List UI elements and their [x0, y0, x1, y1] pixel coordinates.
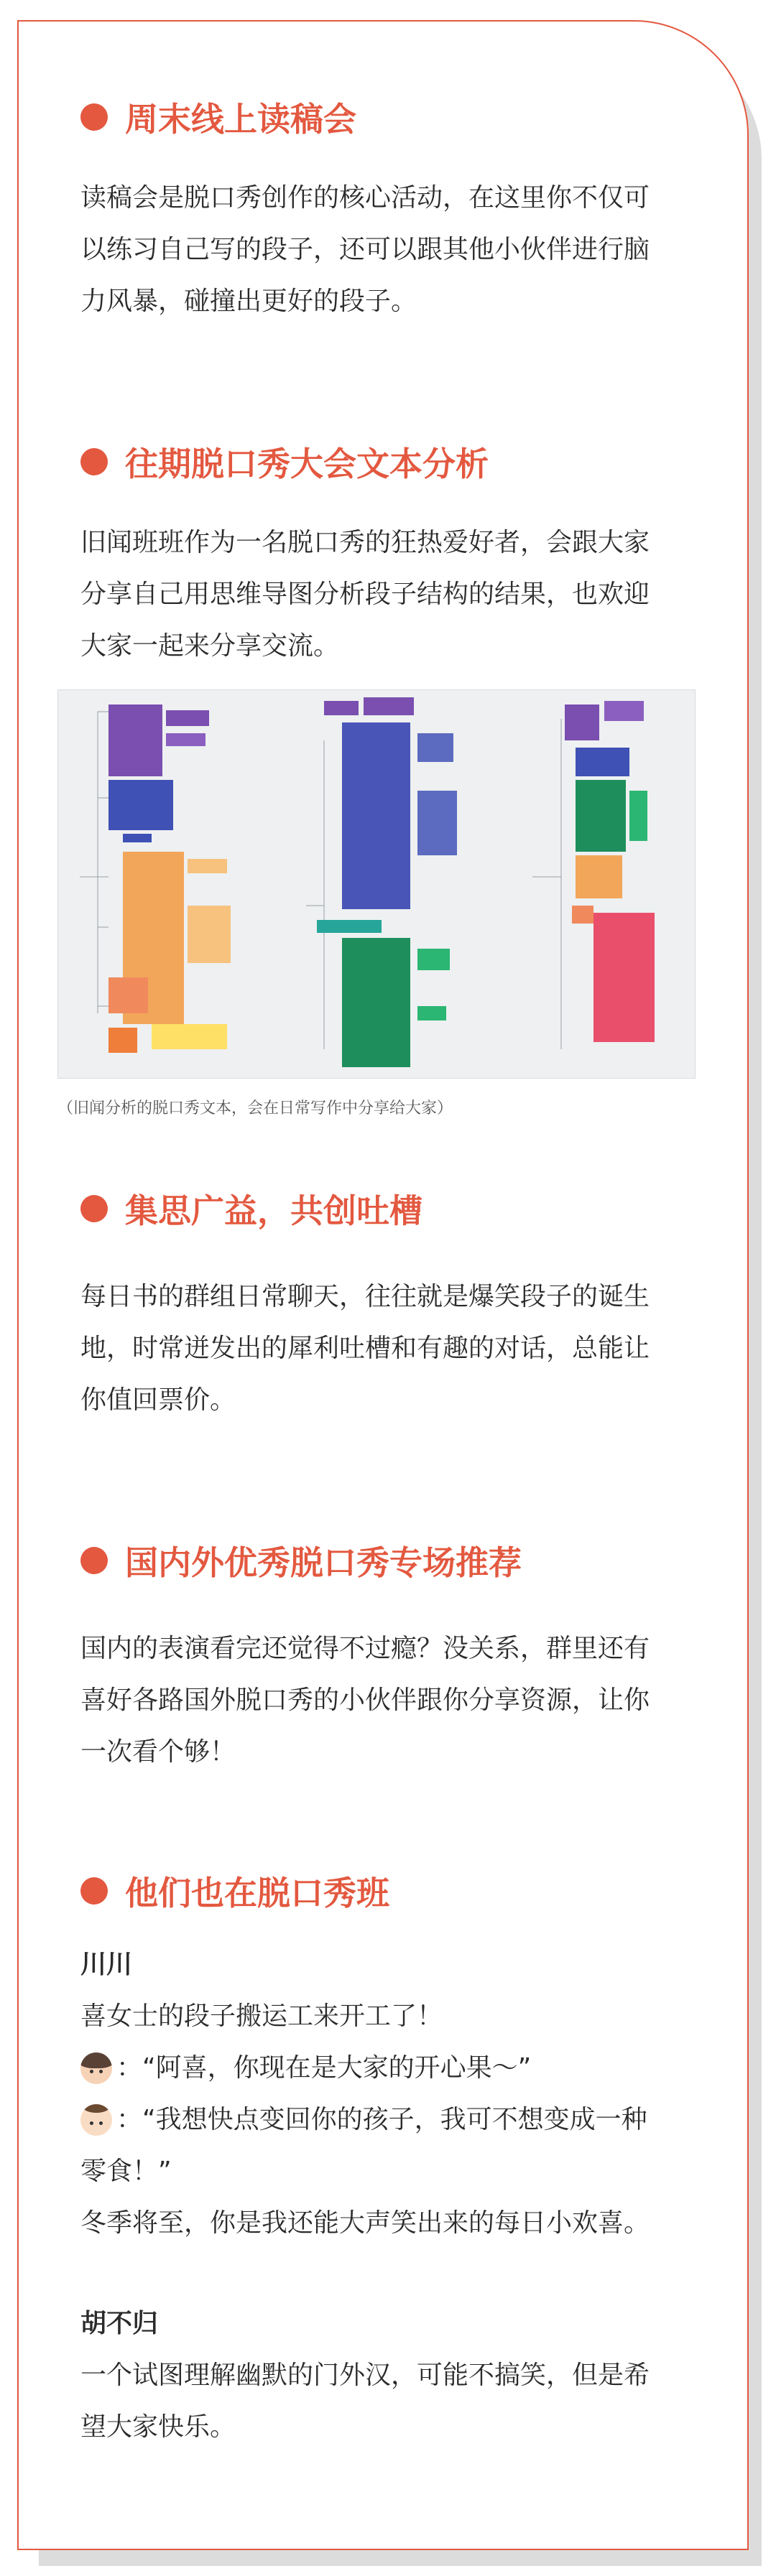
bullet-dot-icon — [80, 1547, 108, 1574]
section-paragraph — [80, 517, 684, 672]
text-line: 喜好各路国外脱口秀的小伙伴跟你分享资源，让你 — [80, 1685, 650, 1715]
woman-face-icon — [80, 2052, 112, 2084]
text-line: 冬季将至，你是我还能大声笑出来的每日小欢喜。 — [80, 2208, 650, 2238]
text-line: 一次看个够！ — [80, 1737, 236, 1767]
quote-line — [80, 2094, 684, 2146]
text-line: 旧闻班班作为一名脱口秀的狂热爱好者，会跟大家 — [80, 528, 650, 557]
section-paragraph — [80, 1623, 684, 1778]
text-line: 每日书的群组日常聊天，往往就是爆笑段子的诞生 — [80, 1282, 650, 1311]
member-block-hubugui — [80, 2298, 684, 2453]
member-name: 胡不归 — [80, 2309, 159, 2338]
bullet-dot-icon — [80, 103, 108, 131]
section-title: 往期脱口秀大会文本分析 — [125, 445, 489, 483]
text-line: 地，时常迸发出的犀利吐槽和有趣的对话，总能让 — [80, 1334, 650, 1363]
bullet-dot-icon — [80, 1877, 108, 1905]
mindmap-illustration — [58, 690, 695, 1078]
section-title: 集思广益，共创吐槽 — [125, 1191, 422, 1230]
section-paragraph — [80, 1271, 684, 1426]
text-line: 一个试图理解幽默的门外汉，可能不搞笑，但是希 — [80, 2361, 650, 2390]
text-line: 分享自己用思维导图分析段子结构的结果，也欢迎 — [80, 580, 650, 609]
text-line: 读稿会是脱口秀创作的核心活动，在这里你不仅可 — [80, 183, 650, 213]
text-line: 以练习自己写的段子，还可以跟其他小伙伴进行脑 — [80, 235, 650, 264]
section-title: 周末线上读稿会 — [125, 100, 356, 139]
member-name: 川川 — [80, 1950, 133, 1979]
text-line: 望大家快乐。 — [80, 2412, 236, 2442]
text-line: 力风暴，碰撞出更好的段子。 — [80, 287, 417, 316]
text-line: 大家一起来分享交流。 — [80, 631, 340, 661]
text-line: 喜女士的段子搬运工来开工了！ — [80, 2001, 443, 2031]
text-line: 国内的表演看完还觉得不过瘾？没关系，群里还有 — [80, 1634, 650, 1663]
member-block-chuanchuan — [80, 1939, 684, 2249]
section-title: 他们也在脱口秀班 — [125, 1874, 389, 1912]
section-title: 国内外优秀脱口秀专场推荐 — [125, 1543, 522, 1582]
text-line: 零食！” — [80, 2157, 172, 2186]
section-heading-members — [80, 1867, 389, 1915]
quote-line — [80, 2042, 684, 2094]
mindmap-image — [57, 689, 696, 1079]
section-heading-analysis — [80, 438, 489, 485]
section-heading-cocreate — [80, 1185, 422, 1232]
bullet-dot-icon — [80, 448, 108, 475]
section-paragraph — [80, 172, 684, 327]
text-line: 你值回票价。 — [80, 1385, 236, 1415]
section-heading-reading — [80, 93, 356, 141]
image-caption: （旧闻分析的脱口秀文本，会在日常写作中分享给大家） — [57, 1099, 453, 1117]
quote-text: ：“阿喜，你现在是大家的开心果～” — [116, 2053, 532, 2083]
child-face-icon — [80, 2104, 112, 2136]
bullet-dot-icon — [80, 1195, 108, 1222]
quote-text: ：“我想快点变回你的孩子，我可不想变成一种 — [116, 2105, 647, 2134]
section-heading-recommend — [80, 1537, 522, 1584]
